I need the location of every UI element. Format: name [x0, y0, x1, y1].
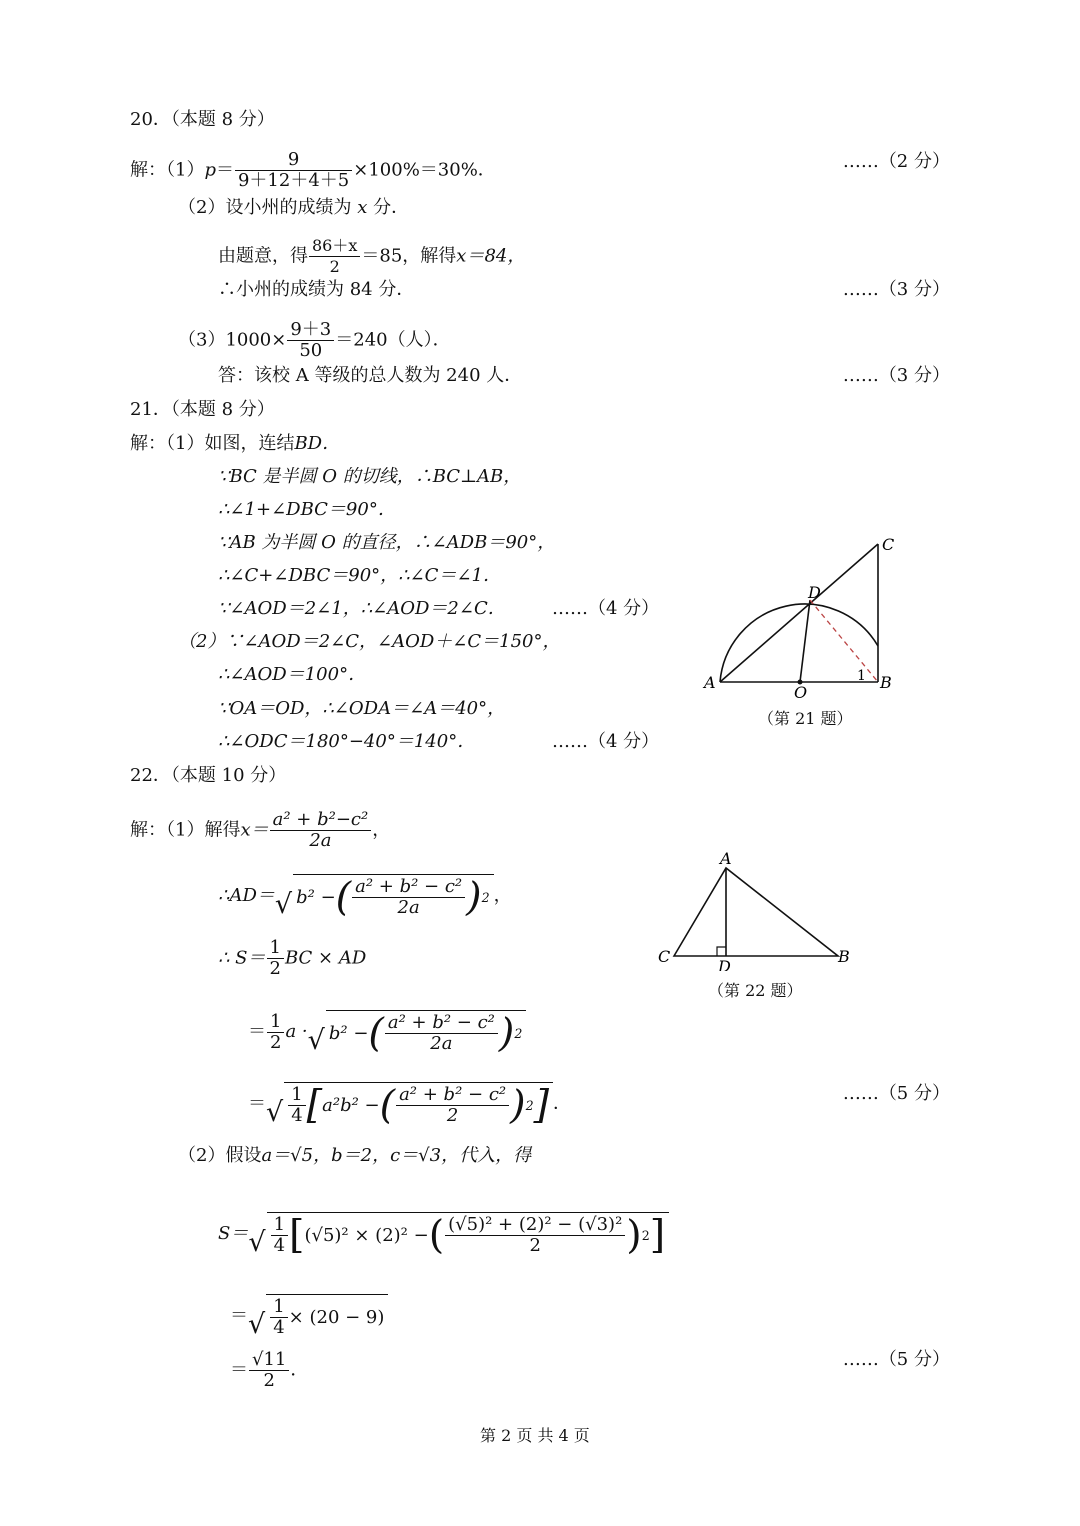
- text: × (20 − 9): [288, 1306, 385, 1328]
- fraction: [445, 1215, 625, 1256]
- text: BD．: [294, 433, 341, 454]
- denominator: 2: [446, 1105, 459, 1126]
- denominator: 4: [273, 1317, 285, 1338]
- text: ＝: [248, 1021, 266, 1042]
- bracket-group: [306, 1081, 550, 1128]
- denominator: 50: [299, 340, 323, 361]
- fraction: [288, 1085, 305, 1126]
- part-label: （1）: [166, 159, 205, 181]
- q21-line7: （2）∵∠AOD＝2∠C，∠AOD＋∠C＝150°，: [178, 631, 561, 652]
- text: （1）如图，连结: [166, 433, 295, 454]
- paren: ): [510, 1081, 526, 1128]
- label-a: A: [720, 849, 732, 868]
- q22-header: 22．（本题 10 分）: [130, 765, 287, 786]
- sqrt: [266, 1082, 553, 1126]
- fraction: [396, 1085, 509, 1126]
- paren: (: [379, 1081, 396, 1128]
- numerator: 1: [270, 1297, 287, 1318]
- denominator: 2a: [397, 897, 420, 918]
- numerator: 9＋3: [287, 320, 334, 341]
- text: ，: [493, 885, 512, 906]
- q20-part2-line1: [178, 196, 409, 220]
- q20-header: 20．（本题 8 分）: [130, 109, 275, 130]
- numerator: 86＋x: [309, 236, 360, 257]
- bracket: ]: [533, 1081, 550, 1128]
- q22-s-sub: [218, 1212, 669, 1256]
- score-mark: ……（5 分）: [842, 1349, 950, 1370]
- exponent: 2: [641, 1227, 650, 1243]
- text: S＝: [218, 1223, 249, 1244]
- text: （2）设小州的成绩为: [178, 197, 352, 218]
- text: a＝√5，b＝2，c＝√3，代入，得: [261, 1145, 532, 1166]
- q20-answer: 答：该校 A 等级的总人数为 240 人．: [218, 365, 523, 386]
- exponent: 2: [525, 1097, 534, 1113]
- fraction: [270, 810, 372, 851]
- paren: (: [368, 1009, 384, 1056]
- right-angle-mark: [717, 947, 726, 956]
- text: ∴AD＝: [218, 885, 275, 906]
- text: ．: [553, 1093, 572, 1114]
- fraction: [385, 1013, 498, 1054]
- numerator: a² + b²−c²: [270, 810, 372, 831]
- denominator: 4: [291, 1105, 303, 1126]
- q22-line1: [130, 810, 390, 851]
- text: a ·: [285, 1021, 308, 1042]
- score-mark: ……（3 分）: [842, 279, 950, 300]
- denominator: 2: [263, 1370, 275, 1391]
- text: x＝: [240, 819, 269, 841]
- score-mark: ……（4 分）: [552, 598, 660, 619]
- sqrt-body: [284, 1082, 553, 1126]
- q22-step2: [248, 1082, 571, 1126]
- q21-line2: ∵BC 是半圆 O 的切线，∴BC⊥AB，: [218, 466, 522, 487]
- numerator: (√5)² + (2)² − (√3)²: [445, 1215, 625, 1236]
- sqrt-sign: √: [274, 889, 293, 920]
- solution-prefix: 解：: [130, 819, 166, 841]
- paren: (: [335, 873, 352, 920]
- q22-s-step2: [230, 1294, 388, 1338]
- paren: ): [466, 873, 482, 920]
- page-footer: 第 2 页 共 4 页: [480, 1426, 590, 1445]
- fraction: [309, 236, 360, 277]
- q21-line3: ∴∠1+∠DBC＝90°．: [218, 499, 396, 520]
- bracket-group: [289, 1211, 666, 1258]
- sqrt: [248, 1212, 669, 1256]
- numerator: 1: [288, 1085, 305, 1106]
- fraction: [267, 1012, 284, 1053]
- sqrt: [275, 874, 494, 918]
- q22-s-line: [218, 938, 366, 979]
- paren: (: [428, 1211, 445, 1258]
- label-angle-1: 1: [857, 668, 866, 684]
- text: ＝85，解得: [361, 245, 457, 267]
- fraction: [271, 1215, 288, 1256]
- label-b: B: [838, 947, 850, 966]
- q21-line1: [130, 432, 340, 456]
- q20-part2-line3: ∴小州的成绩为 84 分．: [218, 279, 415, 300]
- fraction: [270, 1297, 287, 1338]
- text: （2）假设: [178, 1145, 262, 1166]
- sqrt-sign: √: [248, 1309, 266, 1340]
- denominator: 2a: [430, 1033, 453, 1054]
- numerator: 9: [235, 150, 352, 171]
- denominator: 2: [270, 1031, 282, 1053]
- expr-tail: ×100%＝30%．: [353, 159, 496, 181]
- denominator: 4: [273, 1235, 286, 1256]
- text: ＝: [230, 1305, 248, 1326]
- text: （3）1000×: [178, 329, 287, 351]
- q20-part2-line2: [218, 236, 525, 277]
- denominator: 2: [329, 257, 340, 276]
- fraction: [287, 320, 334, 361]
- bracket: ]: [649, 1211, 666, 1258]
- sqrt: [308, 1010, 527, 1054]
- sqrt-sign: √: [266, 1097, 284, 1128]
- sqrt-sign: √: [248, 1227, 266, 1258]
- score-mark: ……（2 分）: [842, 151, 950, 172]
- exponent: 2: [514, 1025, 523, 1041]
- solution-prefix: 解：: [130, 159, 166, 181]
- q22-result: [230, 1350, 308, 1391]
- figure-22-caption: （第 22 题）: [708, 981, 803, 1000]
- text: ＝: [248, 1093, 266, 1114]
- numerator: a² + b² − c²: [385, 1013, 498, 1034]
- text: ∴ S＝: [218, 947, 266, 969]
- label-b: B: [880, 673, 892, 692]
- text: (√5)² × (2)² −: [304, 1224, 429, 1246]
- q20-part3: [178, 320, 451, 361]
- denominator: 2a: [309, 830, 332, 851]
- sqrt-body: [266, 1294, 388, 1338]
- figure-22: [650, 846, 860, 971]
- score-mark: ……（5 分）: [842, 1083, 950, 1104]
- numerator: √11: [249, 1350, 289, 1371]
- label-d: D: [718, 957, 731, 971]
- fraction: [249, 1350, 289, 1391]
- figure-21-caption: （第 21 题）: [758, 709, 853, 728]
- text: ＝240（人）．: [335, 329, 451, 351]
- bracket: [: [289, 1211, 305, 1258]
- fraction: [267, 938, 284, 979]
- fraction: [235, 150, 352, 191]
- q22-ad-line: [218, 874, 512, 918]
- denominator: 2: [269, 958, 281, 979]
- text: （1）解得: [166, 819, 241, 841]
- text: x＝84，: [456, 245, 526, 267]
- numerator: 1: [267, 1012, 284, 1033]
- label-a: A: [704, 673, 716, 692]
- q22-step1: [248, 1010, 526, 1054]
- text: ＝: [230, 1359, 248, 1381]
- numerator: a² + b² − c²: [396, 1085, 509, 1106]
- label-d: D: [808, 583, 821, 602]
- numerator: a² + b² − c²: [352, 877, 465, 898]
- numerator: 1: [271, 1215, 288, 1236]
- q21-line5: ∴∠C+∠DBC＝90°，∴∠C＝∠1．: [218, 565, 501, 586]
- label-o: O: [794, 683, 808, 702]
- sqrt-body: [267, 1212, 670, 1256]
- text: ．: [290, 1359, 309, 1381]
- sqrt-sign: √: [307, 1025, 325, 1056]
- q21-line10: ∴∠ODC＝180°−40°＝140°．: [218, 731, 476, 752]
- text: a²b² −: [322, 1094, 380, 1116]
- text: BC × AD: [284, 947, 367, 969]
- text: 由题意，得: [218, 245, 308, 267]
- denominator: 9＋12＋4＋5: [237, 170, 350, 191]
- paren-group: [368, 1009, 523, 1056]
- denominator: 2: [529, 1235, 541, 1256]
- triangle-abc: [674, 868, 838, 956]
- sqrt-body: [326, 1010, 527, 1054]
- exponent: 2: [481, 889, 490, 905]
- text: ，: [372, 819, 391, 841]
- sqrt: [248, 1294, 388, 1338]
- fraction: [352, 877, 465, 918]
- paren-group: [335, 873, 490, 920]
- label-c: C: [658, 947, 671, 966]
- q21-line8: ∴∠AOD＝100°．: [218, 664, 367, 685]
- paren: ): [626, 1211, 642, 1258]
- figure-21: [690, 530, 920, 705]
- score-mark: ……（3 分）: [842, 365, 950, 386]
- bracket: [: [306, 1081, 323, 1128]
- radius-od: [800, 600, 810, 682]
- solution-prefix: 解：: [130, 433, 166, 454]
- line-ac: [720, 544, 878, 682]
- score-mark: ……（4 分）: [552, 731, 660, 752]
- var-x: x: [357, 197, 368, 218]
- text: 分．: [373, 197, 410, 218]
- q20-part1: [130, 150, 496, 191]
- text: b² −: [296, 886, 336, 908]
- q21-line4: ∵AB 为半圆 O 的直径，∴∠ADB＝90°，: [218, 532, 556, 553]
- var-p: p: [204, 159, 216, 181]
- q21-header: 21．（本题 8 分）: [130, 399, 275, 420]
- q22-part2: [178, 1144, 531, 1168]
- eq: ＝: [215, 159, 234, 181]
- label-c: C: [882, 535, 895, 554]
- dashed-bd: [810, 600, 878, 682]
- semicircle-arc: [720, 604, 878, 682]
- sqrt-body: [293, 874, 494, 918]
- text: b² −: [328, 1022, 369, 1044]
- numerator: 1: [267, 938, 284, 959]
- q21-line6: ∵∠AOD＝2∠1，∴∠AOD＝2∠C．: [218, 598, 506, 619]
- paren: ): [498, 1009, 515, 1056]
- q21-line9: ∵OA＝OD，∴∠ODA＝∠A＝40°，: [218, 698, 506, 719]
